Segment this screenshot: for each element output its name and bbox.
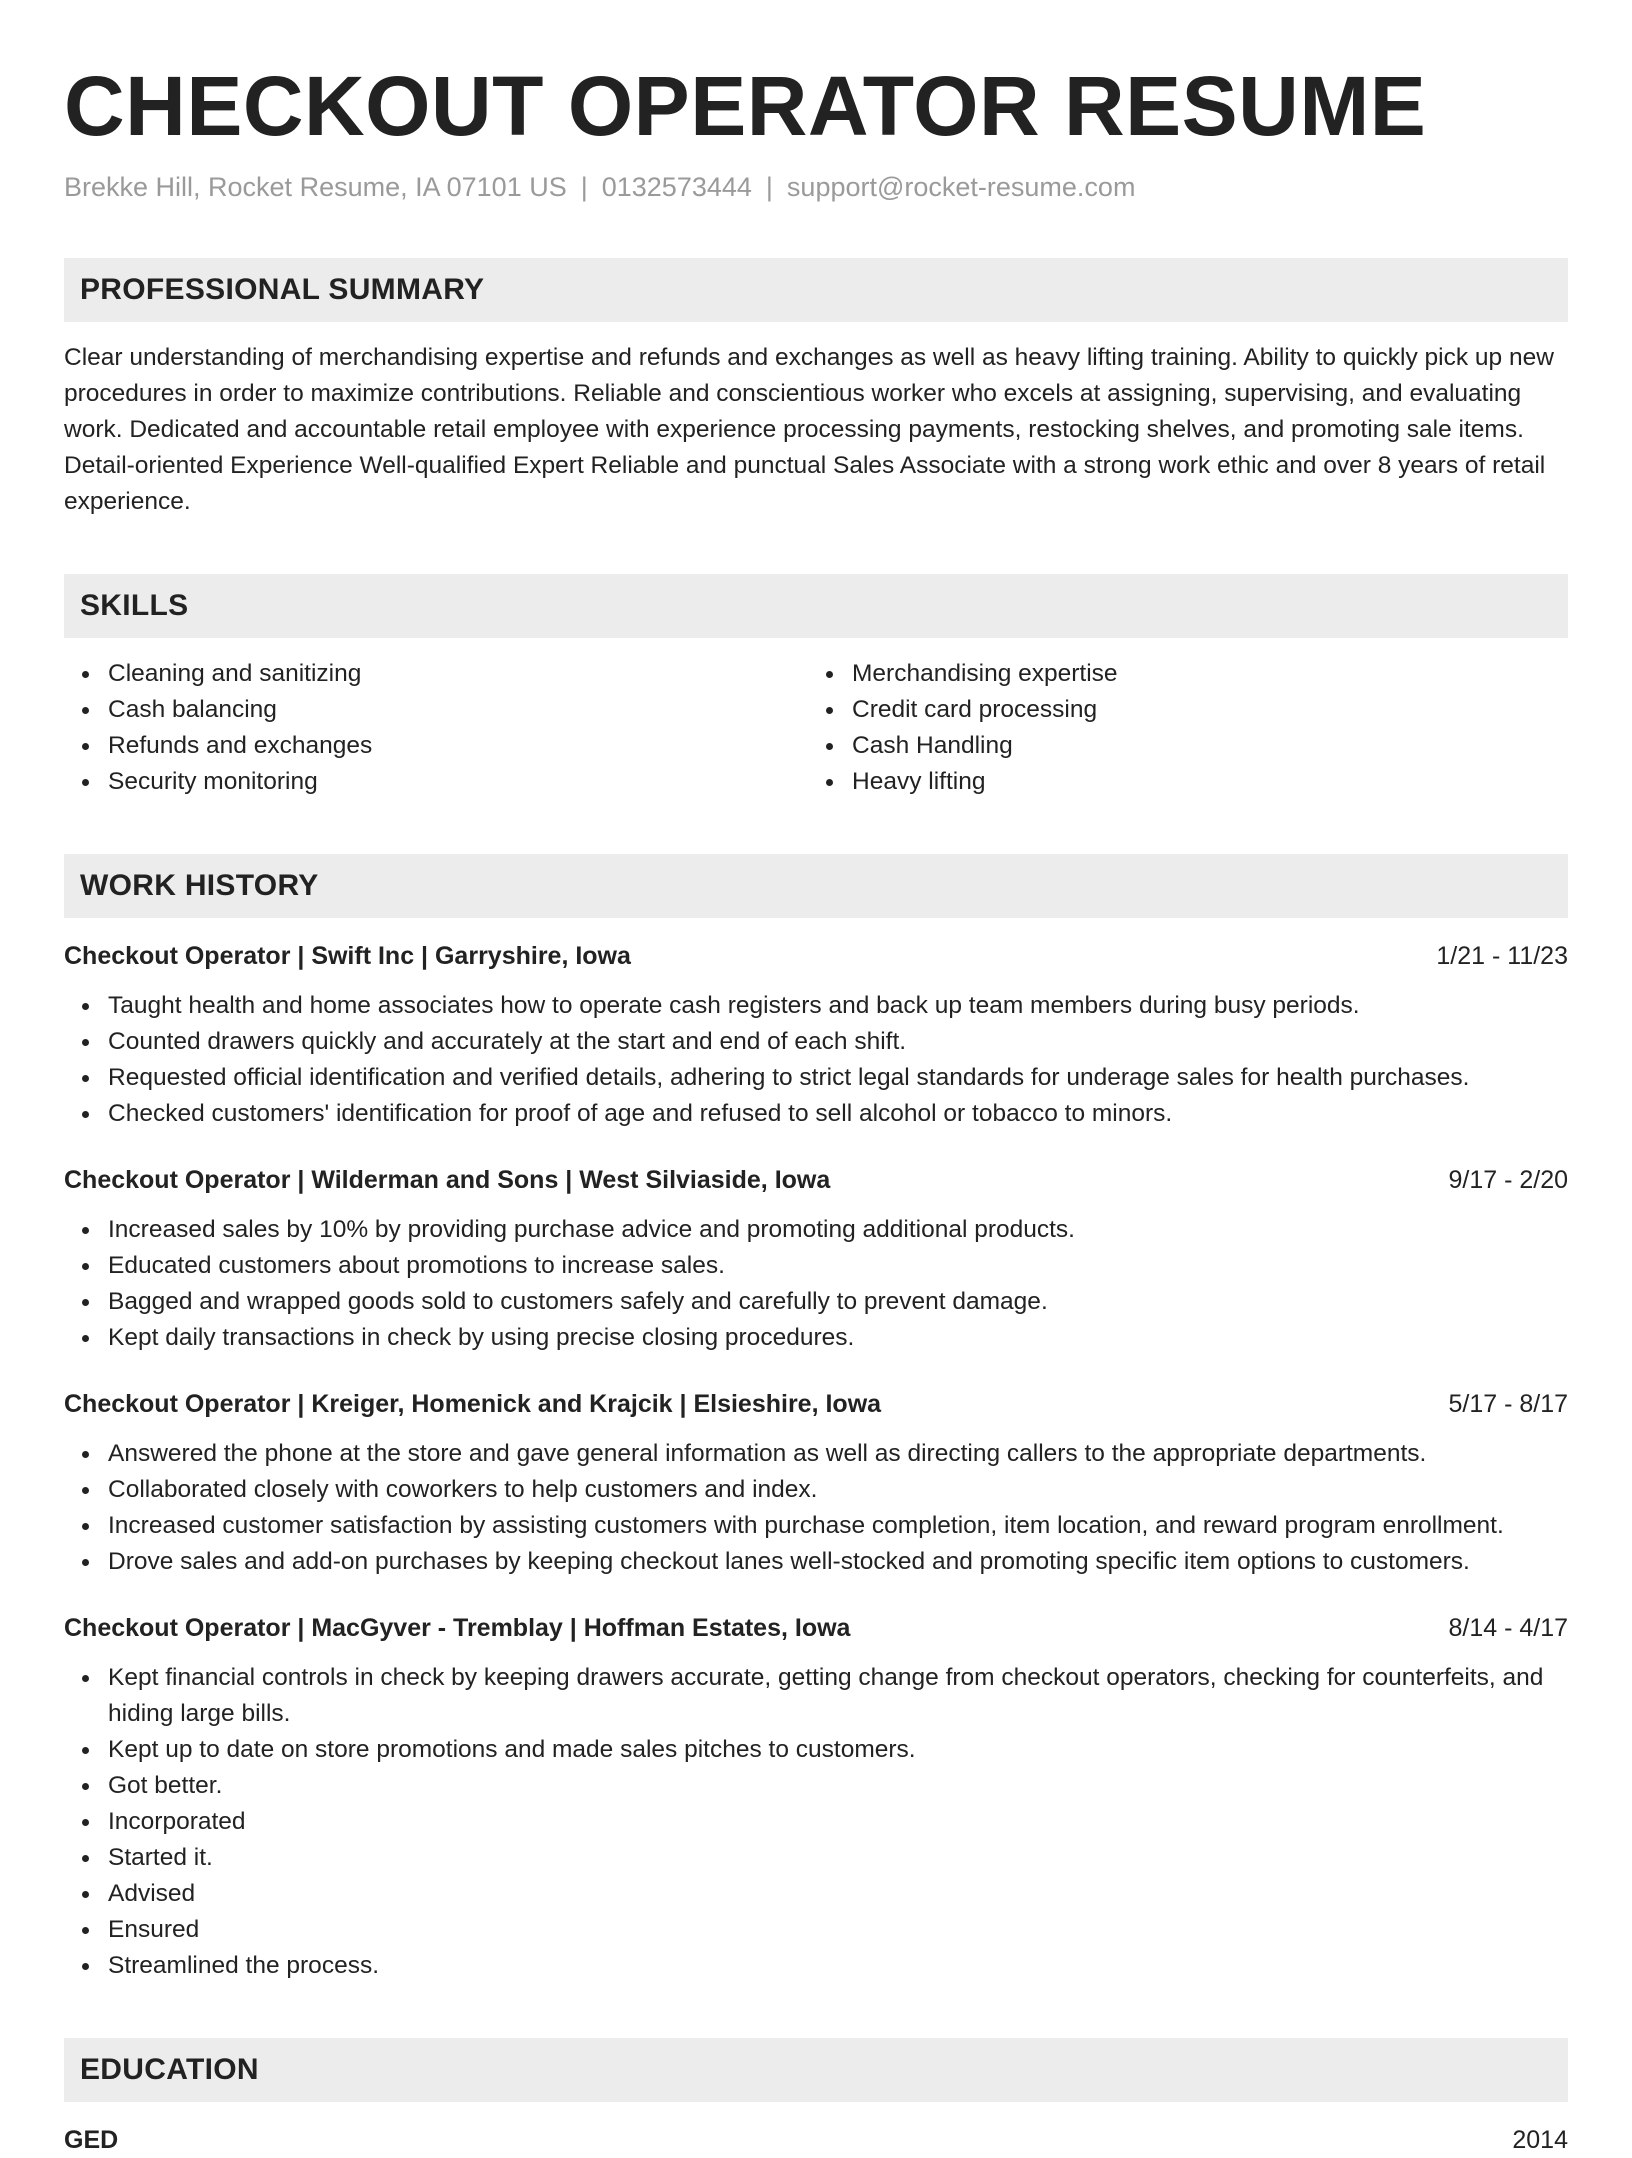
job-bullet: Kept up to date on store promotions and made sales pitches to customers. xyxy=(108,1732,1568,1768)
job-entry xyxy=(64,938,1568,1132)
job-title: Checkout Operator | MacGyver - Tremblay | Hoffman Estates, Iowa xyxy=(64,1614,851,1642)
job-bullets xyxy=(64,1212,1568,1356)
job-title: Checkout Operator | Swift Inc | Garryshire, Iowa xyxy=(64,942,631,970)
job-title: Checkout Operator | Wilderman and Sons | West Silviaside, Iowa xyxy=(64,1166,831,1194)
job-bullet: Increased customer satisfaction by assisting customers with purchase completion, item location, and reward program enrollment. xyxy=(108,1508,1568,1544)
job-title: Checkout Operator | Kreiger, Homenick and Krajcik | Elsieshire, Iowa xyxy=(64,1390,882,1418)
job-bullet: Ensured xyxy=(108,1912,1568,1948)
job-bullet: Answered the phone at the store and gave general information as well as directing callers to the appropriate departments. xyxy=(108,1436,1568,1472)
job-bullet: Checked customers' identification for proof of age and refused to sell alcohol or tobacco to minors. xyxy=(108,1096,1568,1132)
contact-address: Brekke Hill, Rocket Resume, IA 07101 US xyxy=(64,172,567,202)
job-bullet: Kept daily transactions in check by using precise closing procedures. xyxy=(108,1320,1568,1356)
skill-item: Cash Handling xyxy=(852,728,1552,764)
skills-list xyxy=(64,656,1568,800)
contact-line xyxy=(64,170,1568,204)
contact-phone: 0132573444 xyxy=(601,172,752,202)
job-bullet: Collaborated closely with coworkers to help customers and index. xyxy=(108,1472,1568,1508)
education-entry xyxy=(64,2122,1568,2158)
job-bullet: Incorporated xyxy=(108,1804,1568,1840)
job-bullet: Got better. xyxy=(108,1768,1568,1804)
section-header-summary: PROFESSIONAL SUMMARY xyxy=(64,258,1568,322)
skills-column-left xyxy=(64,656,808,800)
job-bullet: Educated customers about promotions to increase sales. xyxy=(108,1248,1568,1284)
education-year: 2014 xyxy=(1512,2126,1568,2154)
skills-column-right xyxy=(808,656,1552,800)
job-entry xyxy=(64,1162,1568,1356)
job-bullet: Advised xyxy=(108,1876,1568,1912)
skill-item: Cleaning and sanitizing xyxy=(108,656,808,692)
skill-item: Cash balancing xyxy=(108,692,808,728)
job-dates: 1/21 - 11/23 xyxy=(1436,942,1568,970)
section-header-skills: SKILLS xyxy=(64,574,1568,638)
job-bullet: Requested official identification and verified details, adhering to strict legal standards for underage sales for health purchases. xyxy=(108,1060,1568,1096)
job-bullet: Bagged and wrapped goods sold to customers safely and carefully to prevent damage. xyxy=(108,1284,1568,1320)
job-bullet: Taught health and home associates how to operate cash registers and back up team members during busy periods. xyxy=(108,988,1568,1024)
job-entry xyxy=(64,1386,1568,1580)
job-bullets xyxy=(64,1436,1568,1580)
section-header-education: EDUCATION xyxy=(64,2038,1568,2102)
job-bullet: Counted drawers quickly and accurately at the start and end of each shift. xyxy=(108,1024,1568,1060)
resume-page xyxy=(64,0,1568,2158)
contact-separator: | xyxy=(580,172,588,202)
skill-item: Security monitoring xyxy=(108,764,808,800)
job-entry xyxy=(64,1610,1568,1984)
job-bullet: Kept financial controls in check by keeping drawers accurate, getting change from checkout operators, checking for counterfeits, and hiding large bills. xyxy=(108,1660,1568,1732)
job-dates: 5/17 - 8/17 xyxy=(1448,1390,1568,1418)
summary-text: Clear understanding of merchandising expertise and refunds and exchanges as well as heavy lifting training. Ability to quickly pick up new procedures in order to maximize contributions. Reliable and conscientious worker who excels at assigning, supervising, and evaluating work. Dedicated and accountable retail employee with experience processing payments, restocking shelves, and promoting sale items. Detail-oriented Experience Well-qualified Expert Reliable and punctual Sales Associate with a strong work ethic and over 8 years of retail experience. xyxy=(64,344,1554,515)
job-dates: 9/17 - 2/20 xyxy=(1448,1166,1568,1194)
education-degree: GED xyxy=(64,2126,119,2154)
job-bullet: Streamlined the process. xyxy=(108,1948,1568,1984)
skill-item: Merchandising expertise xyxy=(852,656,1552,692)
skill-item: Heavy lifting xyxy=(852,764,1552,800)
resume-title: CHECKOUT OPERATOR RESUME xyxy=(64,59,1427,153)
contact-separator: | xyxy=(765,172,773,202)
skill-item: Refunds and exchanges xyxy=(108,728,808,764)
job-bullets xyxy=(64,988,1568,1132)
contact-email: support@rocket-resume.com xyxy=(786,172,1136,202)
job-bullet: Started it. xyxy=(108,1840,1568,1876)
job-bullets xyxy=(64,1660,1568,1984)
job-dates: 8/14 - 4/17 xyxy=(1448,1614,1568,1642)
job-bullet: Increased sales by 10% by providing purchase advice and promoting additional products. xyxy=(108,1212,1568,1248)
job-bullet: Drove sales and add-on purchases by keeping checkout lanes well-stocked and promoting specific item options to customers. xyxy=(108,1544,1568,1580)
section-header-work-history: WORK HISTORY xyxy=(64,854,1568,918)
skill-item: Credit card processing xyxy=(852,692,1552,728)
